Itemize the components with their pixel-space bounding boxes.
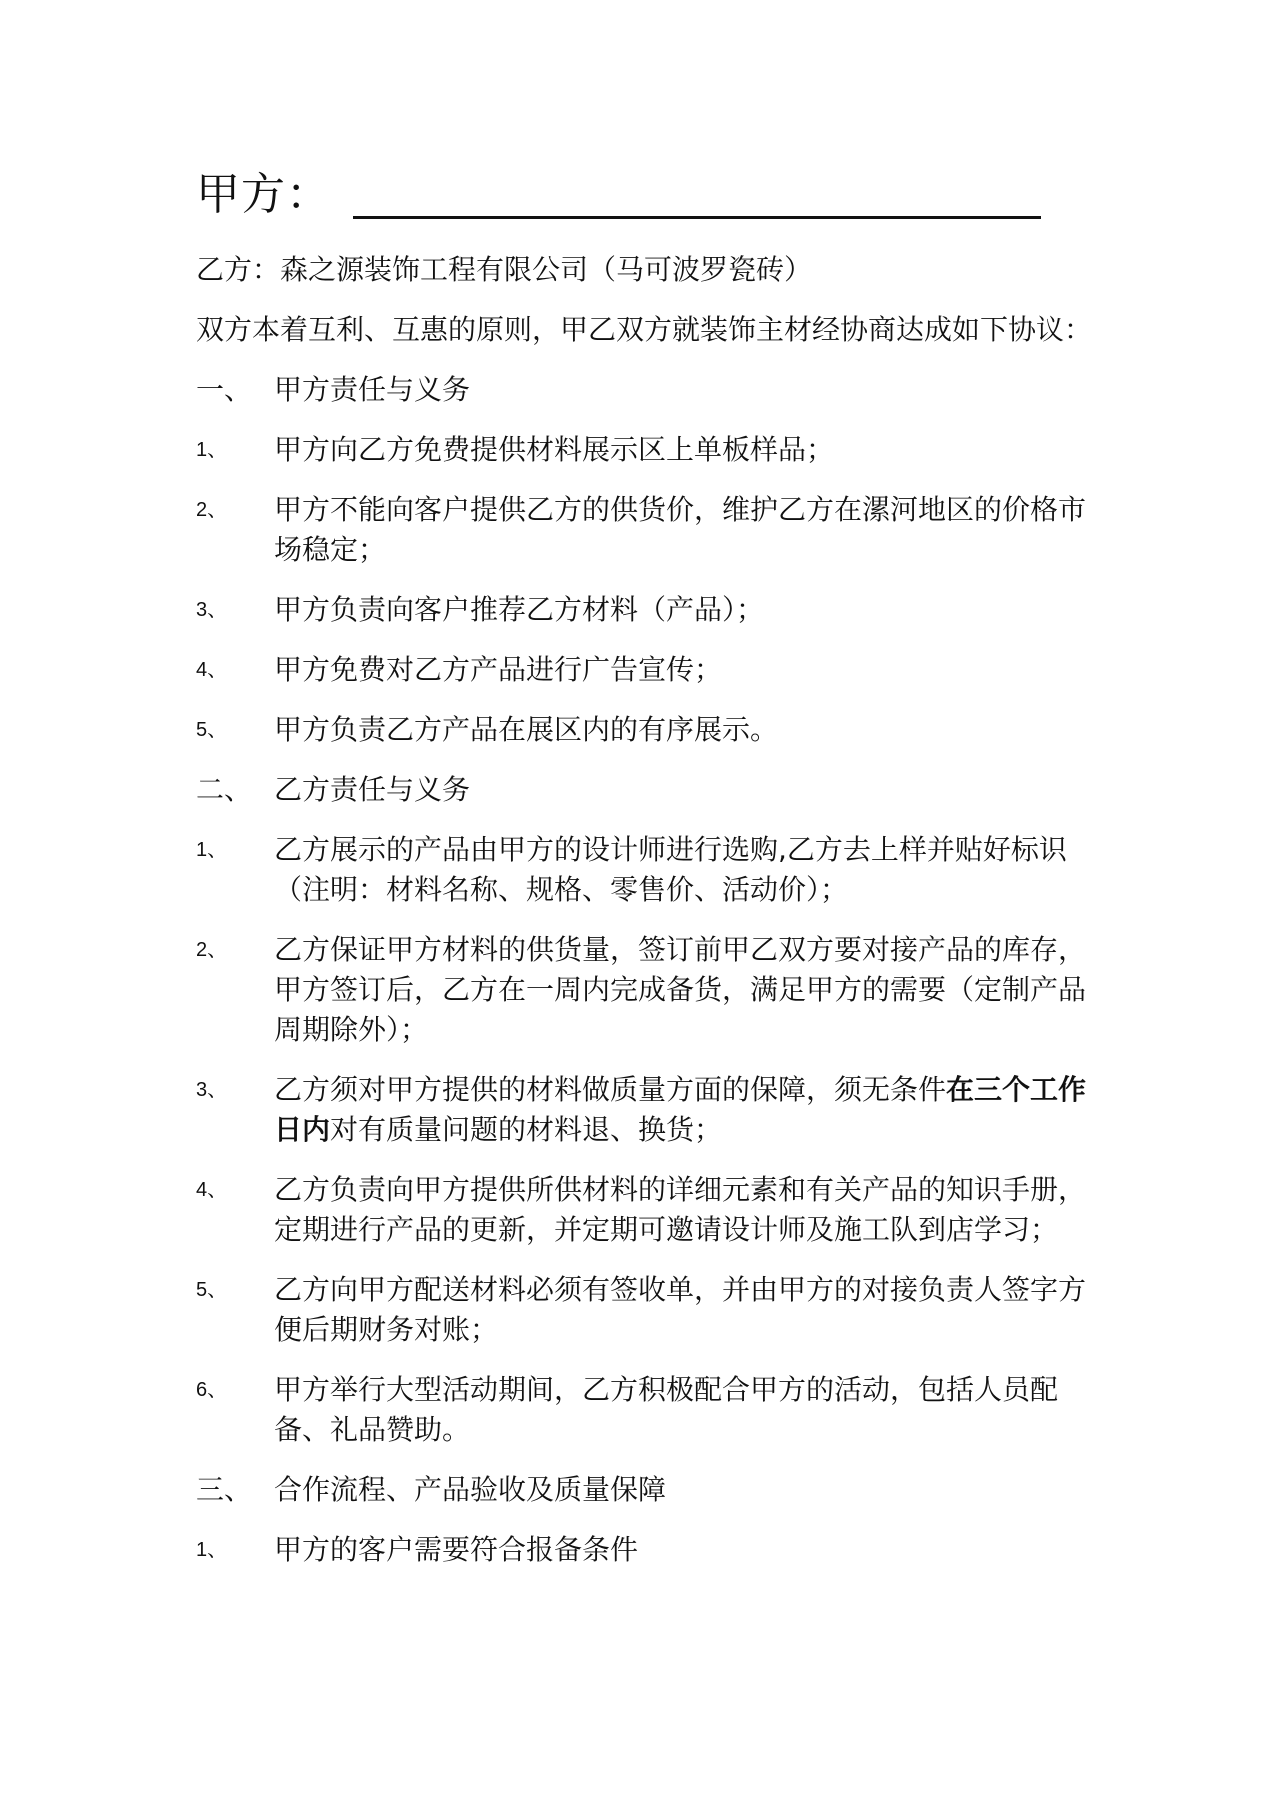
section-number: 一、 [196,373,253,406]
clause-number: 2、 [196,939,228,961]
section-title: 甲方责任与义务 [274,373,471,406]
clause-1-2 [196,490,1096,570]
clause-2-4 [196,1170,1096,1250]
clause-text-emphasis: 在三个工作日内 [274,1073,1087,1146]
clause-text: 甲方负责乙方产品在展区内的有序展示。 [274,713,779,746]
clause-number: 5、 [196,1279,228,1301]
clause-2-1 [196,830,1096,910]
party-a-row [196,165,1041,225]
clause-1-1 [196,430,1096,470]
clause-text: 甲方负责向客户推荐乙方材料（产品）； [274,593,765,626]
section-number: 二、 [196,773,253,806]
clause-text-pre: 乙方须对甲方提供的材料做质量方面的保障，须无条件 [274,1073,947,1106]
clause-1-3 [196,590,1096,630]
clause-number: 5、 [196,719,228,741]
clause-text: 甲方不能向客户提供乙方的供货价，维护乙方在漯河地区的价格市场稳定； [274,493,1087,566]
clause-1-4 [196,650,1096,690]
party-b-line: 乙方：森之源装饰工程有限公司（马可波罗瓷砖） [196,253,813,286]
clause-text: 甲方向乙方免费提供材料展示区上单板样品； [274,433,835,466]
clause-number: 3、 [196,599,228,621]
clause-number: 1、 [196,1539,228,1561]
section-title: 合作流程、产品验收及质量保障 [274,1473,667,1506]
clause-number: 4、 [196,1179,228,1201]
clause-number: 1、 [196,839,228,861]
clause-text: 乙方负责向甲方提供所供材料的详细元素和有关产品的知识手册，定期进行产品的更新，并定期可邀请设计师及施工队到店学习； [274,1173,1087,1246]
clause-text-post: 对有质量问题的材料退、换货； [330,1113,723,1146]
clause-text: 甲方举行大型活动期间，乙方积极配合甲方的活动，包括人员配备、礼品赞助。 [274,1373,1059,1446]
clause-2-3 [196,1070,1096,1150]
section-heading-2 [196,770,1096,810]
clause-2-5 [196,1270,1096,1350]
clause-number: 3、 [196,1079,228,1101]
section-heading-3 [196,1470,1096,1510]
party-a-label: 甲方： [196,169,331,220]
section-number: 三、 [196,1473,253,1506]
clause-text: 甲方免费对乙方产品进行广告宣传； [274,653,723,686]
clause-2-6 [196,1370,1096,1450]
section-title: 乙方责任与义务 [274,773,471,806]
clause-text: 甲方的客户需要符合报备条件 [274,1533,639,1566]
section-heading-1 [196,370,1096,410]
party-a-signature-line [353,216,1041,219]
clause-3-1 [196,1530,1096,1570]
clause-1-5 [196,710,1096,750]
clause-text: 乙方展示的产品由甲方的设计师进行选购,乙方去上样并贴好标识（注明：材料名称、规格、零售价、活动价）； [274,833,1067,906]
clause-number: 6、 [196,1379,228,1401]
clause-text [274,1070,1096,1150]
clause-text: 乙方向甲方配送材料必须有签收单，并由甲方的对接负责人签字方便后期财务对账； [274,1273,1087,1346]
clause-number: 1、 [196,439,228,461]
clause-number: 2、 [196,499,228,521]
agreement-body [196,250,1096,1590]
clause-number: 4、 [196,659,228,681]
intro-paragraph: 双方本着互利、互惠的原则，甲乙双方就装饰主材经协商达成如下协议： [196,313,1093,346]
clause-text: 乙方保证甲方材料的供货量，签订前甲乙双方要对接产品的库存，甲方签订后，乙方在一周内完成备货，满足甲方的需要（定制产品周期除外）； [274,933,1087,1046]
clause-2-2 [196,930,1096,1050]
